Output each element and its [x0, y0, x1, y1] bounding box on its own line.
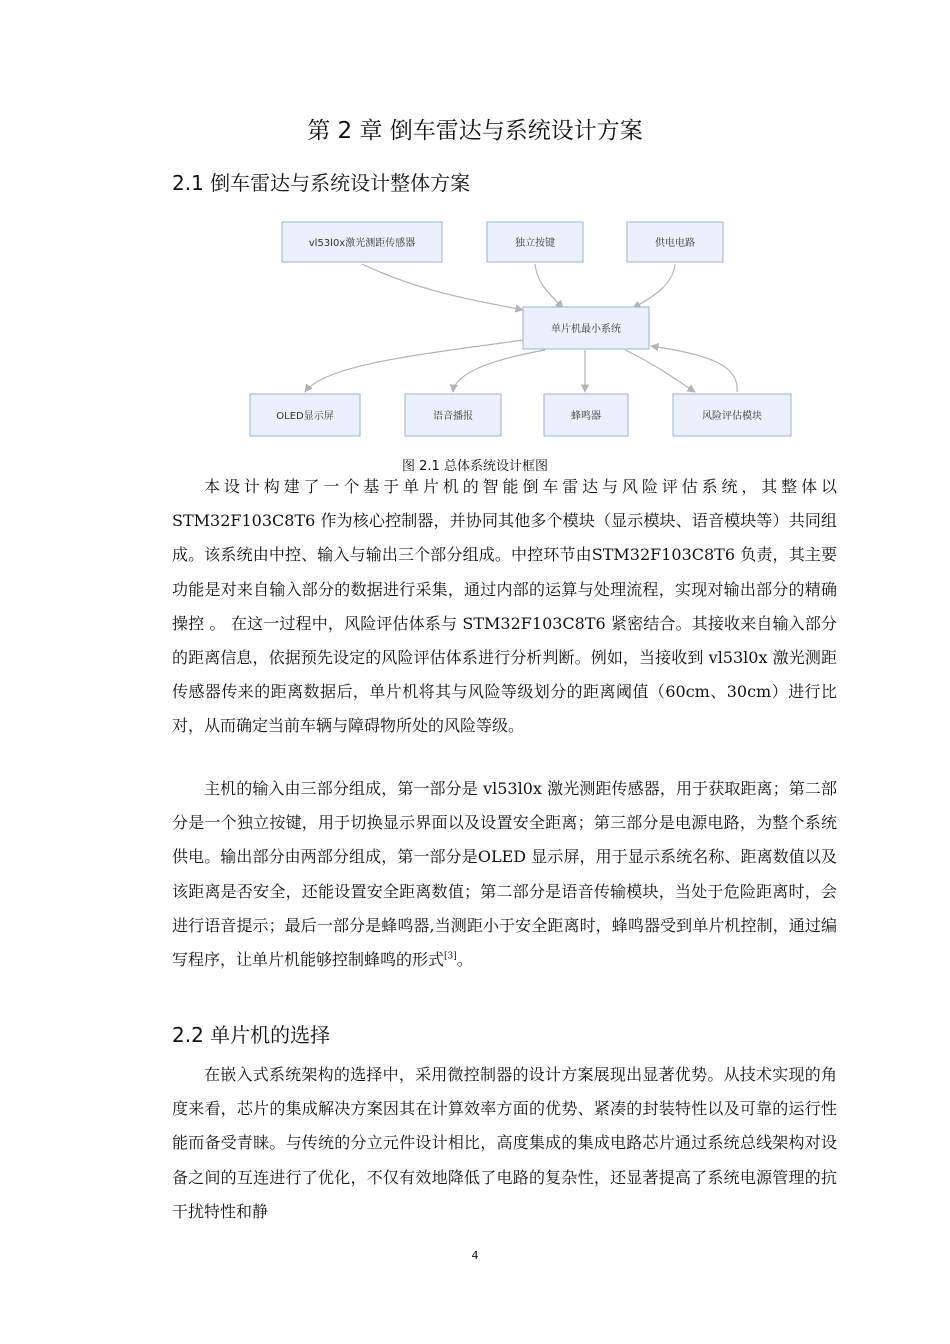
svg-text:蜂鸣器: 蜂鸣器	[571, 411, 601, 422]
paragraph-io-end: 。	[456, 950, 473, 970]
node-voice	[405, 394, 501, 436]
node-risk	[673, 394, 791, 436]
section-title-2-2: 2.2 单片机的选择	[172, 1023, 331, 1047]
svg-text:语音播报: 语音播报	[433, 411, 473, 422]
page-number: 4	[471, 1249, 479, 1262]
svg-text:单片机最小系统: 单片机最小系统	[551, 324, 621, 335]
node-oled	[250, 394, 360, 436]
edge-button-to-mcu	[535, 264, 563, 308]
section-title-2-1: 2.1 倒车雷达与系统设计整体方案	[172, 171, 471, 195]
node-mcu	[523, 307, 649, 349]
system-block-diagram	[245, 214, 805, 444]
paragraph-io-text: 主机的输入由三部分组成，第一部分是 vl53l0x 激光测距传感器，用于获取距离；第二部分是一个独立按键，用于切换显示界面以及设置安全距离；第三部分是电源电路，为整个系统供电。输出部分由两部分组成，第一部分是OLED 显示屏，用于显示系统名称、距离数值以及该距离是否安全，还能设置安全距离数值；第二部分是语音传输模块，当处于危险距离时，会进行语音提示；最后一部分是蜂鸣器,当测距小于安全距离时，蜂鸣器受到单片机控制，通过编写程序，让单片机能够控制蜂鸣的形式	[172, 779, 837, 970]
svg-text:OLED显示屏: OLED显示屏	[276, 411, 334, 422]
node-buzzer	[544, 394, 628, 436]
paragraph-mcu-choice: 在嵌入式系统架构的选择中，采用微控制器的设计方案展现出显著优势。从技术实现的角度来看，芯片的集成解决方案因其在计算效率方面的优势、紧凑的封装特性以及可靠的运行性能而备受青睐。与传统的分立元件设计相比，高度集成的集成电路芯片通过系统总线架构对设备之间的互连进行了优化，不仅有效地降低了电路的复杂性，还显著提高了系统电源管理的抗干扰特性和静	[172, 1065, 837, 1221]
svg-text:独立按键: 独立按键	[515, 238, 555, 249]
svg-text:vl53l0x激光测距传感器: vl53l0x激光测距传感器	[308, 238, 416, 249]
edge-mcu-to-voice	[453, 350, 545, 392]
node-sensor	[282, 222, 442, 262]
edge-mcu-to-risk	[625, 350, 695, 392]
edge-power-to-mcu	[633, 264, 675, 308]
svg-text:供电电路: 供电电路	[655, 238, 695, 249]
citation-ref: [3]	[444, 951, 457, 962]
node-power	[627, 222, 723, 262]
chapter-title: 第 2 章 倒车雷达与系统设计方案	[307, 118, 643, 144]
figure-caption: 图 2.1 总体系统设计框图	[402, 459, 548, 474]
paragraph-overview: 本设计构建了一个基于单片机的智能倒车雷达与风险评估系统，其整体以STM32F103C8T6 作为核心控制器，并协同其他多个模块（显示模块、语音模块等）共同组成。该系统由中控、输入与输出三个部分组成。中控环节由STM32F103C8T6 负责，其主要功能是对来自输入部分的数据进行采集，通过内部的运算与处理流程，实现对输出部分的精确操控 。 在这一过程中，风险评估体系与 STM32F103C8T6 紧密结合。其接收来自输入部分的距离信息，依据预先设定的风险评估体系进行分析判断。例如，当接收到 vl53l0x 激光测距传感器传来的距离数据后，单片机将其与风险等级划分的距离阈值（60cm、30cm）进行比对，从而确定当前车辆与障碍物所处的风险等级。	[172, 477, 837, 736]
edge-risk-to-mcu	[651, 346, 737, 392]
paragraph-io	[172, 772, 837, 977]
svg-text:风险评估模块: 风险评估模块	[702, 411, 762, 422]
edge-sensor-to-mcu	[362, 264, 523, 310]
node-button	[487, 222, 583, 262]
edge-mcu-to-oled	[305, 340, 523, 392]
